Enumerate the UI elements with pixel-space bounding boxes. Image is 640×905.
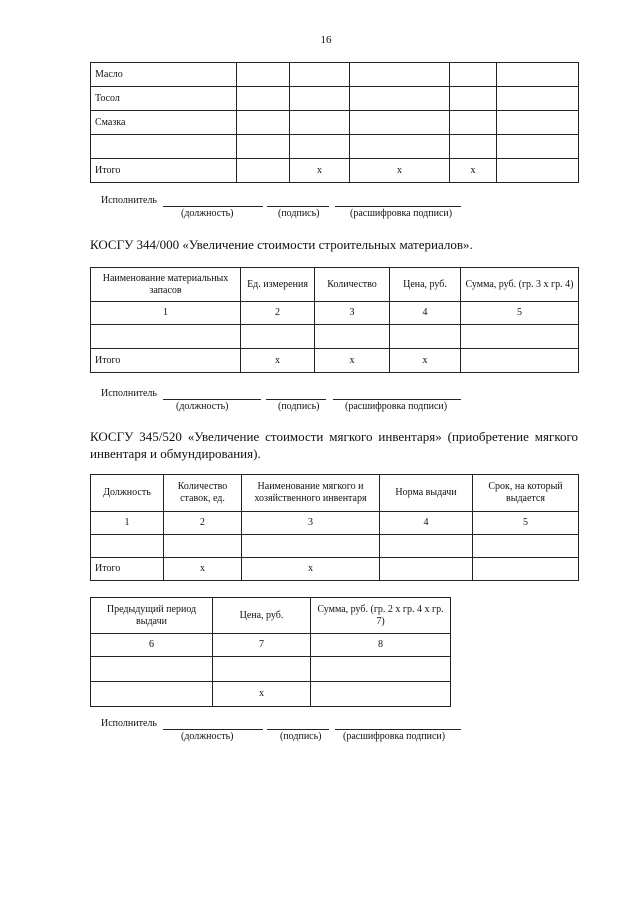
table-cell: 3 bbox=[242, 512, 380, 535]
table-cell bbox=[497, 159, 579, 183]
table-cell: x bbox=[242, 558, 380, 581]
table-cell: x bbox=[450, 159, 497, 183]
table-cell: 3 bbox=[315, 302, 390, 325]
signature-caption: (подпись) bbox=[278, 401, 320, 412]
table-cell bbox=[290, 63, 350, 87]
table-row bbox=[91, 349, 579, 373]
table-cell bbox=[91, 325, 241, 349]
table-cell: Наименование мягкого и хозяйственного инвентаря bbox=[242, 475, 380, 512]
page-number: 16 bbox=[320, 34, 332, 46]
table-cell bbox=[390, 325, 461, 349]
name-line bbox=[335, 206, 461, 207]
table-cell: 5 bbox=[473, 512, 579, 535]
table-construction-body bbox=[91, 268, 579, 373]
table-cell: x bbox=[390, 349, 461, 373]
table-cell bbox=[91, 135, 237, 159]
signature-block-3 bbox=[0, 718, 640, 748]
table-cell: 6 bbox=[91, 634, 213, 657]
table-cell: Наименование материальных запасов bbox=[91, 268, 241, 302]
table-cell: Сумма, руб. (гр. 2 х гр. 4 х гр. 7) bbox=[311, 598, 451, 634]
table-cell bbox=[213, 657, 311, 682]
table-cell bbox=[497, 135, 579, 159]
table-cell: Предыдущий период выдачи bbox=[91, 598, 213, 634]
table-cell bbox=[290, 135, 350, 159]
table-row bbox=[91, 63, 579, 87]
table-cell: Тосол bbox=[91, 87, 237, 111]
number-row bbox=[91, 302, 579, 325]
table-cell bbox=[473, 535, 579, 558]
table-cell: 2 bbox=[241, 302, 315, 325]
table-cell: Смазка bbox=[91, 111, 237, 135]
table-cell: x bbox=[290, 159, 350, 183]
signature-label: Исполнитель bbox=[101, 195, 157, 206]
table-cell bbox=[473, 558, 579, 581]
table-cell: Норма выдачи bbox=[380, 475, 473, 512]
table-row bbox=[91, 159, 579, 183]
table-fuel bbox=[90, 62, 579, 183]
table-cell bbox=[241, 325, 315, 349]
table-cell bbox=[91, 682, 213, 707]
position-line bbox=[163, 206, 263, 207]
table-cell bbox=[380, 558, 473, 581]
table-cell: x bbox=[164, 558, 242, 581]
table-cell: 8 bbox=[311, 634, 451, 657]
table-cell: Количество bbox=[315, 268, 390, 302]
table-cell bbox=[350, 135, 450, 159]
table-cell bbox=[237, 111, 290, 135]
table-row bbox=[91, 558, 579, 581]
table-cell: Цена, руб. bbox=[390, 268, 461, 302]
table-cell bbox=[290, 87, 350, 111]
table-cell: Итого bbox=[91, 349, 241, 373]
table-cell: Ед. измерения bbox=[241, 268, 315, 302]
table-cell: Итого bbox=[91, 159, 237, 183]
table-cell bbox=[311, 657, 451, 682]
table-cell: x bbox=[241, 349, 315, 373]
header-row bbox=[91, 268, 579, 302]
table-cell bbox=[290, 111, 350, 135]
table-cell bbox=[315, 325, 390, 349]
table-cell: Срок, на который выдается bbox=[473, 475, 579, 512]
signature-block-2 bbox=[0, 388, 640, 418]
table-soft-inventory-body bbox=[91, 475, 579, 581]
table-cell: x bbox=[213, 682, 311, 707]
table-cell: Итого bbox=[91, 558, 164, 581]
table-cell bbox=[242, 535, 380, 558]
table-row bbox=[91, 682, 451, 707]
position-caption: (должность) bbox=[181, 208, 234, 219]
table-cell bbox=[237, 159, 290, 183]
table-cell bbox=[497, 87, 579, 111]
table-cell bbox=[311, 682, 451, 707]
position-line bbox=[163, 399, 261, 400]
table-row bbox=[91, 87, 579, 111]
table-cell: x bbox=[315, 349, 390, 373]
name-caption: (расшифровка подписи) bbox=[345, 401, 448, 412]
signature-label: Исполнитель bbox=[101, 718, 157, 729]
table-cell bbox=[450, 135, 497, 159]
table-cell: Масло bbox=[91, 63, 237, 87]
table-cell: 1 bbox=[91, 512, 164, 535]
section-2-heading: КОСГУ 344/000 «Увеличение стоимости строительных материалов». bbox=[90, 237, 473, 252]
table-cell bbox=[350, 111, 450, 135]
position-caption: (должность) bbox=[181, 731, 234, 742]
table-row bbox=[91, 135, 579, 159]
table-cell bbox=[91, 535, 164, 558]
signature-line bbox=[267, 206, 329, 207]
table-cell bbox=[164, 535, 242, 558]
table-row bbox=[91, 111, 579, 135]
table-cell bbox=[461, 325, 579, 349]
table-construction bbox=[90, 267, 579, 373]
table-row bbox=[91, 535, 579, 558]
table-cell: 4 bbox=[390, 302, 461, 325]
position-line bbox=[163, 729, 263, 730]
signature-line bbox=[267, 729, 329, 730]
table-issue-period bbox=[90, 597, 451, 707]
position-caption: (должность) bbox=[176, 401, 229, 412]
table-cell bbox=[497, 111, 579, 135]
table-cell bbox=[350, 87, 450, 111]
table-cell bbox=[237, 135, 290, 159]
table-cell: 4 bbox=[380, 512, 473, 535]
signature-label: Исполнитель bbox=[101, 388, 157, 399]
name-line bbox=[333, 399, 461, 400]
name-caption: (расшифровка подписи) bbox=[343, 731, 446, 742]
signature-caption: (подпись) bbox=[278, 208, 320, 219]
table-fuel-body bbox=[91, 63, 579, 183]
table-cell bbox=[461, 349, 579, 373]
table-cell bbox=[350, 63, 450, 87]
table-cell: Цена, руб. bbox=[213, 598, 311, 634]
table-cell bbox=[497, 63, 579, 87]
signature-line bbox=[266, 399, 326, 400]
table-cell bbox=[450, 87, 497, 111]
table-row bbox=[91, 657, 451, 682]
table-cell: Сумма, руб. (гр. 3 х гр. 4) bbox=[461, 268, 579, 302]
table-cell bbox=[237, 87, 290, 111]
table-soft-inventory bbox=[90, 474, 579, 581]
table-cell: 7 bbox=[213, 634, 311, 657]
table-cell: Количество ставок, ед. bbox=[164, 475, 242, 512]
table-cell bbox=[237, 63, 290, 87]
table-issue-period-body bbox=[91, 598, 451, 707]
table-cell bbox=[380, 535, 473, 558]
table-cell bbox=[450, 63, 497, 87]
number-row bbox=[91, 512, 579, 535]
table-cell: 2 bbox=[164, 512, 242, 535]
header-row bbox=[91, 598, 451, 634]
name-line bbox=[335, 729, 461, 730]
table-row bbox=[91, 325, 579, 349]
signature-block-1 bbox=[0, 195, 640, 225]
number-row bbox=[91, 634, 451, 657]
section-3-heading: КОСГУ 345/520 «Увеличение стоимости мягкого инвентаря» (приобретение мягкого инвентаря и обмундирования). bbox=[90, 429, 578, 461]
table-cell: 1 bbox=[91, 302, 241, 325]
signature-caption: (подпись) bbox=[280, 731, 322, 742]
table-cell bbox=[450, 111, 497, 135]
table-cell: 5 bbox=[461, 302, 579, 325]
name-caption: (расшифровка подписи) bbox=[350, 208, 453, 219]
table-cell bbox=[91, 657, 213, 682]
table-cell: x bbox=[350, 159, 450, 183]
table-cell: Должность bbox=[91, 475, 164, 512]
header-row bbox=[91, 475, 579, 512]
